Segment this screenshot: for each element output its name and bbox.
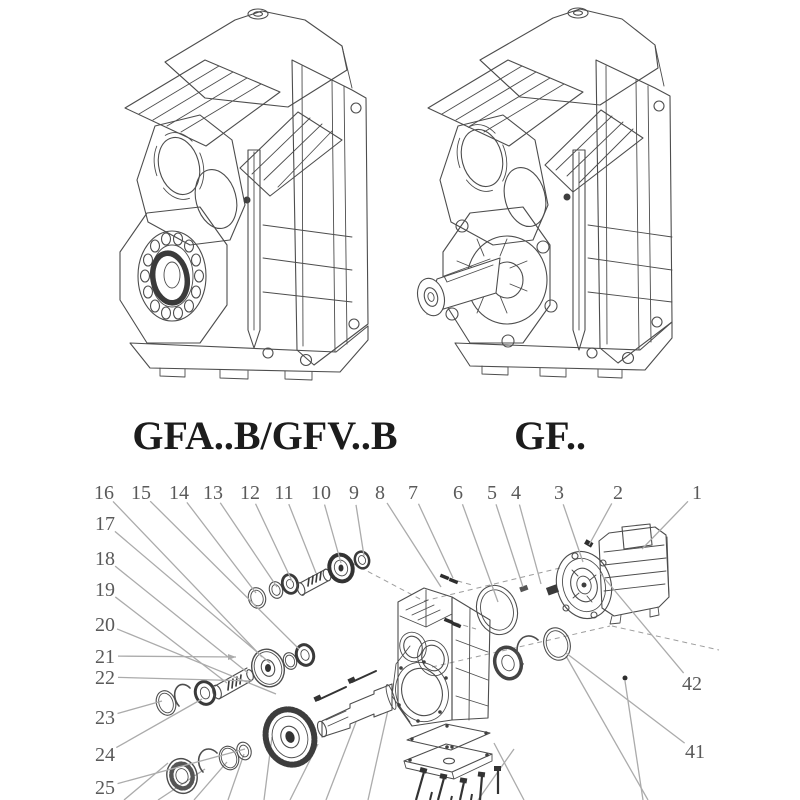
leader-line-1: [642, 501, 688, 549]
foundation-bolts: [416, 766, 501, 800]
top-cap: [165, 9, 352, 107]
leader-line-9: [356, 505, 364, 556]
assembly-axis-lines: [352, 563, 719, 667]
offscreen-leader-line: [625, 681, 643, 800]
offscreen-leader-line: [368, 701, 390, 800]
gearbox-drawing-gfab: [120, 9, 368, 380]
part-number-6: 6: [453, 482, 463, 504]
leader-line-16: [113, 501, 262, 657]
input-bore-plate: [440, 115, 571, 245]
housing-assembly: [388, 588, 490, 729]
output-flange: [120, 207, 227, 343]
part-number-18: 18: [95, 548, 115, 570]
leader-line-21: [118, 656, 236, 657]
offscreen-leader-line: [228, 754, 244, 800]
part-number-19: 19: [95, 579, 115, 601]
offscreen-leader-lines: [124, 656, 648, 800]
leader-line-10: [325, 505, 341, 563]
leader-line-15: [150, 501, 299, 649]
output-shaft-assembly: [163, 671, 398, 797]
part-number-7: 7: [408, 482, 418, 504]
part-number-10: 10: [311, 482, 331, 504]
leader-arrowhead-21: [228, 654, 236, 660]
base-feet: [455, 322, 672, 378]
offscreen-leader-line: [194, 762, 227, 800]
leader-line-12: [256, 504, 292, 581]
part-number-9: 9: [349, 482, 359, 504]
leader-line-19: [115, 597, 227, 683]
variant-label-gfab: GFA..B/GFV..B: [132, 413, 398, 458]
variant-label-gf: GF..: [514, 413, 586, 458]
leader-line-4: [519, 505, 541, 584]
gasket-and-plate: [404, 724, 492, 779]
part-number-22: 22: [95, 667, 115, 689]
leader-line-2: [589, 503, 612, 545]
part-number-5: 5: [487, 482, 497, 504]
offscreen-leader-line: [566, 656, 648, 800]
part-number-24: 24: [95, 744, 115, 766]
leader-line-42: [600, 573, 684, 673]
leader-line-7: [418, 504, 453, 578]
part-number-12: 12: [240, 482, 260, 504]
leader-line-8: [387, 503, 441, 587]
leader-line-13: [220, 503, 277, 587]
input-bore-plate: [137, 115, 251, 245]
part-number-13: 13: [203, 482, 223, 504]
leader-line-5: [496, 504, 523, 587]
part-number-11: 11: [274, 482, 294, 504]
part-number-2: 2: [613, 482, 623, 504]
callout-layer: [94, 482, 705, 799]
cooling-fins: [125, 60, 342, 196]
offscreen-leader-line: [124, 763, 168, 800]
part-number-20: 20: [95, 614, 115, 636]
exploded-parts-diagram: [94, 482, 719, 800]
leader-line-23: [118, 701, 162, 713]
part-number-8: 8: [375, 482, 385, 504]
part-number-14: 14: [169, 482, 189, 504]
part-number-4: 4: [511, 482, 521, 504]
input-shaft-assembly: [246, 550, 372, 611]
part-number-16: 16: [94, 482, 114, 504]
front-rib: [248, 150, 352, 348]
output-flange-shaft: [414, 207, 557, 347]
part-number-41: 41: [685, 741, 705, 763]
part-number-17: 17: [95, 513, 115, 535]
leader-line-24: [116, 699, 202, 748]
part-number-25: 25: [95, 777, 115, 799]
part-number-42: 42: [682, 673, 702, 695]
leader-line-11: [289, 504, 316, 573]
gearbox-drawing-gf: [414, 8, 672, 378]
side-panel: [292, 60, 368, 365]
part-number-21: 21: [95, 646, 115, 668]
part-number-15: 15: [131, 482, 151, 504]
part-number-23: 23: [95, 707, 115, 729]
part-number-3: 3: [554, 482, 564, 504]
side-panel: [596, 60, 672, 363]
part-number-1: 1: [692, 482, 702, 504]
leader-line-22: [118, 677, 252, 681]
leader-line-41: [566, 653, 685, 743]
